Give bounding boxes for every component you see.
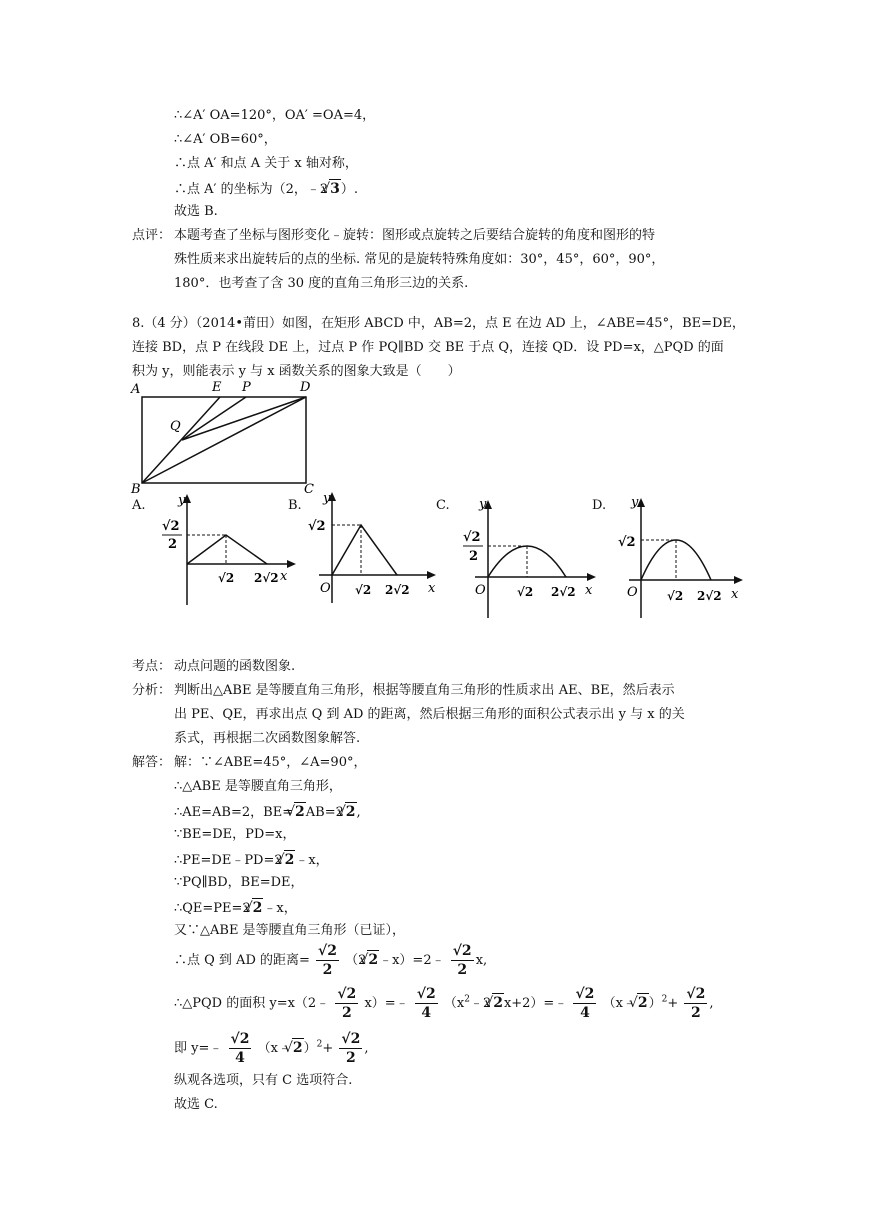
jieda-line xyxy=(174,802,361,822)
option-letter: D. xyxy=(592,498,607,513)
jieda-line xyxy=(174,985,713,1022)
label-d: D xyxy=(300,380,311,395)
x-tick: 2√2 xyxy=(254,571,279,585)
y-value: √2 xyxy=(308,519,326,534)
option-c-graph xyxy=(455,490,605,622)
jieda-line xyxy=(174,850,329,870)
x-label: x xyxy=(428,581,436,596)
x-label: x xyxy=(731,587,739,602)
sqrt: √ 2 xyxy=(492,993,504,1012)
kaodian-text: 动点问题的函数图象. xyxy=(174,659,296,674)
solution-line: ∴∠A′ OA=120°，OA′ =OA=4， xyxy=(174,108,376,123)
text: ﹣x， xyxy=(295,853,329,868)
comment-line: 殊性质来求出旋转后的点的坐标. 常见的是旋转特殊角度如：30°，45°，60°，90°， xyxy=(174,252,665,267)
label-q: Q xyxy=(170,419,181,434)
x-tick: 2√2 xyxy=(697,589,722,603)
text: ） xyxy=(303,1041,317,1056)
jieda-line: ∵PQ∥BD，BE=DE， xyxy=(174,875,304,890)
jieda-line: 纵观各选项，只有 C 选项符合. xyxy=(174,1073,353,1088)
y-label: y xyxy=(178,493,186,508)
fenxi-line: 系式，再根据二次函数图象解答. xyxy=(174,731,361,746)
solution-line: ∴点 A′ 和点 A 关于 x 轴对称， xyxy=(174,156,358,171)
question-line: 8.（4 分）（2014•莆田）如图，在矩形 ABCD 中，AB=2，点 E 在边 AD 上，∠ABE=45°，BE=DE， xyxy=(132,316,745,331)
option-b-graph xyxy=(305,488,445,610)
label-b: B xyxy=(131,482,141,495)
text: , xyxy=(709,996,714,1011)
jieda-line: 解：∵∠ABE=45°，∠A=90°， xyxy=(174,755,367,770)
text: , xyxy=(364,1041,369,1056)
jieda-line: 故选 C. xyxy=(174,1097,218,1112)
fraction: $\frac{√2}{2}$ xyxy=(686,986,706,1021)
y-value-den: 2 xyxy=(168,537,178,552)
origin-label: O xyxy=(475,583,486,598)
y-value-den: 2 xyxy=(469,549,479,564)
label-p: P xyxy=(242,380,251,395)
text: ∴PE=DE﹣PD=2 xyxy=(174,853,283,868)
x-tick: √2 xyxy=(517,585,534,599)
text: + xyxy=(667,996,679,1011)
fenxi-line: 判断出△ABE 是等腰直角三角形，根据等腰直角三角形的性质求出 AE、BE，然后表示 xyxy=(174,683,675,698)
jieda-line: ∴△ABE 是等腰直角三角形， xyxy=(174,779,342,794)
fraction: $\frac{√2}{2}$ xyxy=(337,986,357,1021)
text: + xyxy=(322,1041,334,1056)
jieda-line xyxy=(174,898,297,918)
sqrt: √ 2 xyxy=(284,850,296,869)
kaodian-label: 考点： xyxy=(132,659,172,674)
text: （x﹣ xyxy=(257,1041,291,1056)
label-a: A xyxy=(131,382,141,397)
fraction: $\frac{√2}{2}$ xyxy=(318,943,337,978)
text: ﹣2 xyxy=(469,996,492,1011)
text: ∴点 A′ 的坐标为（2，﹣2 xyxy=(174,182,329,197)
y-label: y xyxy=(479,497,487,512)
text: ∴QE=PE=2 xyxy=(174,901,251,916)
jieda-label: 解答： xyxy=(132,755,172,770)
x-tick: 2√2 xyxy=(551,585,576,599)
fraction: $\frac{√2}{2}$ xyxy=(341,1031,361,1066)
text: （x﹣ xyxy=(602,996,636,1011)
sqrt: √ 3 xyxy=(329,179,341,198)
jieda-line xyxy=(174,942,487,979)
x-tick: 2√2 xyxy=(385,583,410,597)
label-e: E xyxy=(212,380,222,395)
text: ∴点 Q 到 AD 的距离= xyxy=(174,953,310,968)
option-d-graph xyxy=(615,490,755,622)
option-letter: A. xyxy=(132,498,146,513)
exponent: 2 xyxy=(464,994,470,1005)
text: ﹣x， xyxy=(263,901,297,916)
solution-line: ∴∠A′ OB=60°， xyxy=(174,132,277,147)
sqrt: √ 2 xyxy=(252,898,264,917)
option-letter: B. xyxy=(288,498,302,513)
question-line: 连接 BD，点 P 在线段 DE 上，过点 P 作 PQ∥BD 交 BE 于点 Q，连接 QD．设 PD=x，△PQD 的面 xyxy=(132,340,724,355)
origin-label: O xyxy=(627,585,638,600)
sqrt: √ 2 xyxy=(292,1038,304,1057)
jieda-line xyxy=(174,1030,369,1067)
text: （x xyxy=(443,996,465,1011)
text: （2 xyxy=(345,953,367,968)
text: ∴△PQD 的面积 y=x（2﹣ xyxy=(174,996,330,1011)
curve xyxy=(332,525,397,575)
sqrt: √ 2 xyxy=(367,950,379,969)
y-value: √2 xyxy=(618,535,636,550)
x-tick: √2 xyxy=(355,583,372,597)
y-label: y xyxy=(631,495,639,510)
x-tick: √2 xyxy=(667,589,684,603)
jieda-line: 又∵△ABE 是等腰直角三角形（已证）， xyxy=(174,923,406,938)
exponent: 2 xyxy=(316,1039,323,1050)
solution-line xyxy=(174,179,358,199)
rectangle-figure xyxy=(128,380,328,495)
comment-label: 点评： xyxy=(132,228,172,243)
text: x）=﹣ xyxy=(364,996,409,1011)
text: 即 y=﹣ xyxy=(174,1041,223,1056)
x-tick: √2 xyxy=(218,571,235,585)
curve xyxy=(187,535,267,564)
origin-label: O xyxy=(320,581,331,596)
text: , xyxy=(356,805,361,820)
label-c: C xyxy=(304,482,314,495)
x-label: x xyxy=(280,569,288,584)
fenxi-line: 出 PE、QE，再求出点 Q 到 AD 的距离，然后根据三角形的面积公式表示出 y 与 x 的关 xyxy=(174,707,685,722)
text: x, xyxy=(475,953,488,968)
comment-line: 本题考查了坐标与图形变化﹣旋转：图形或点旋转之后要结合旋转的角度和图形的特 xyxy=(174,228,656,243)
jieda-line: ∵BE=DE，PD=x， xyxy=(174,827,296,842)
x-label: x xyxy=(585,583,593,598)
comment-line: 180°．也考查了含 30 度的直角三角形三边的关系. xyxy=(174,276,469,291)
text: x+2）=﹣ xyxy=(503,996,568,1011)
text: AB=2 xyxy=(305,805,344,820)
fraction: $\frac{√2}{4}$ xyxy=(230,1031,250,1066)
fenxi-label: 分析： xyxy=(132,683,172,698)
text: ﹣x）=2﹣ xyxy=(379,953,445,968)
solution-line: 故选 B. xyxy=(174,204,218,219)
text: ） xyxy=(648,996,662,1011)
sqrt: √ 2 xyxy=(637,993,649,1012)
fraction: $\frac{√2}{4}$ xyxy=(575,986,595,1021)
fraction: $\frac{√2}{2}$ xyxy=(452,943,472,978)
segment-bd xyxy=(142,397,306,483)
option-letter: C. xyxy=(436,498,450,513)
sqrt: √ 2 xyxy=(294,802,306,821)
y-value-num: √2 xyxy=(463,530,481,545)
exponent: 2 xyxy=(661,994,668,1005)
option-a-graph xyxy=(150,490,300,610)
y-label: y xyxy=(323,491,331,506)
sqrt: √ 2 xyxy=(345,802,357,821)
text: ）. xyxy=(340,182,358,197)
text: ∴AE=AB=2，BE= xyxy=(174,805,294,820)
y-value-num: √2 xyxy=(162,519,180,534)
question-line: 积为 y，则能表示 y 与 x 函数关系的图象大致是（ ） xyxy=(132,364,461,379)
segment-be xyxy=(142,397,220,483)
fraction: $\frac{√2}{4}$ xyxy=(416,986,436,1021)
